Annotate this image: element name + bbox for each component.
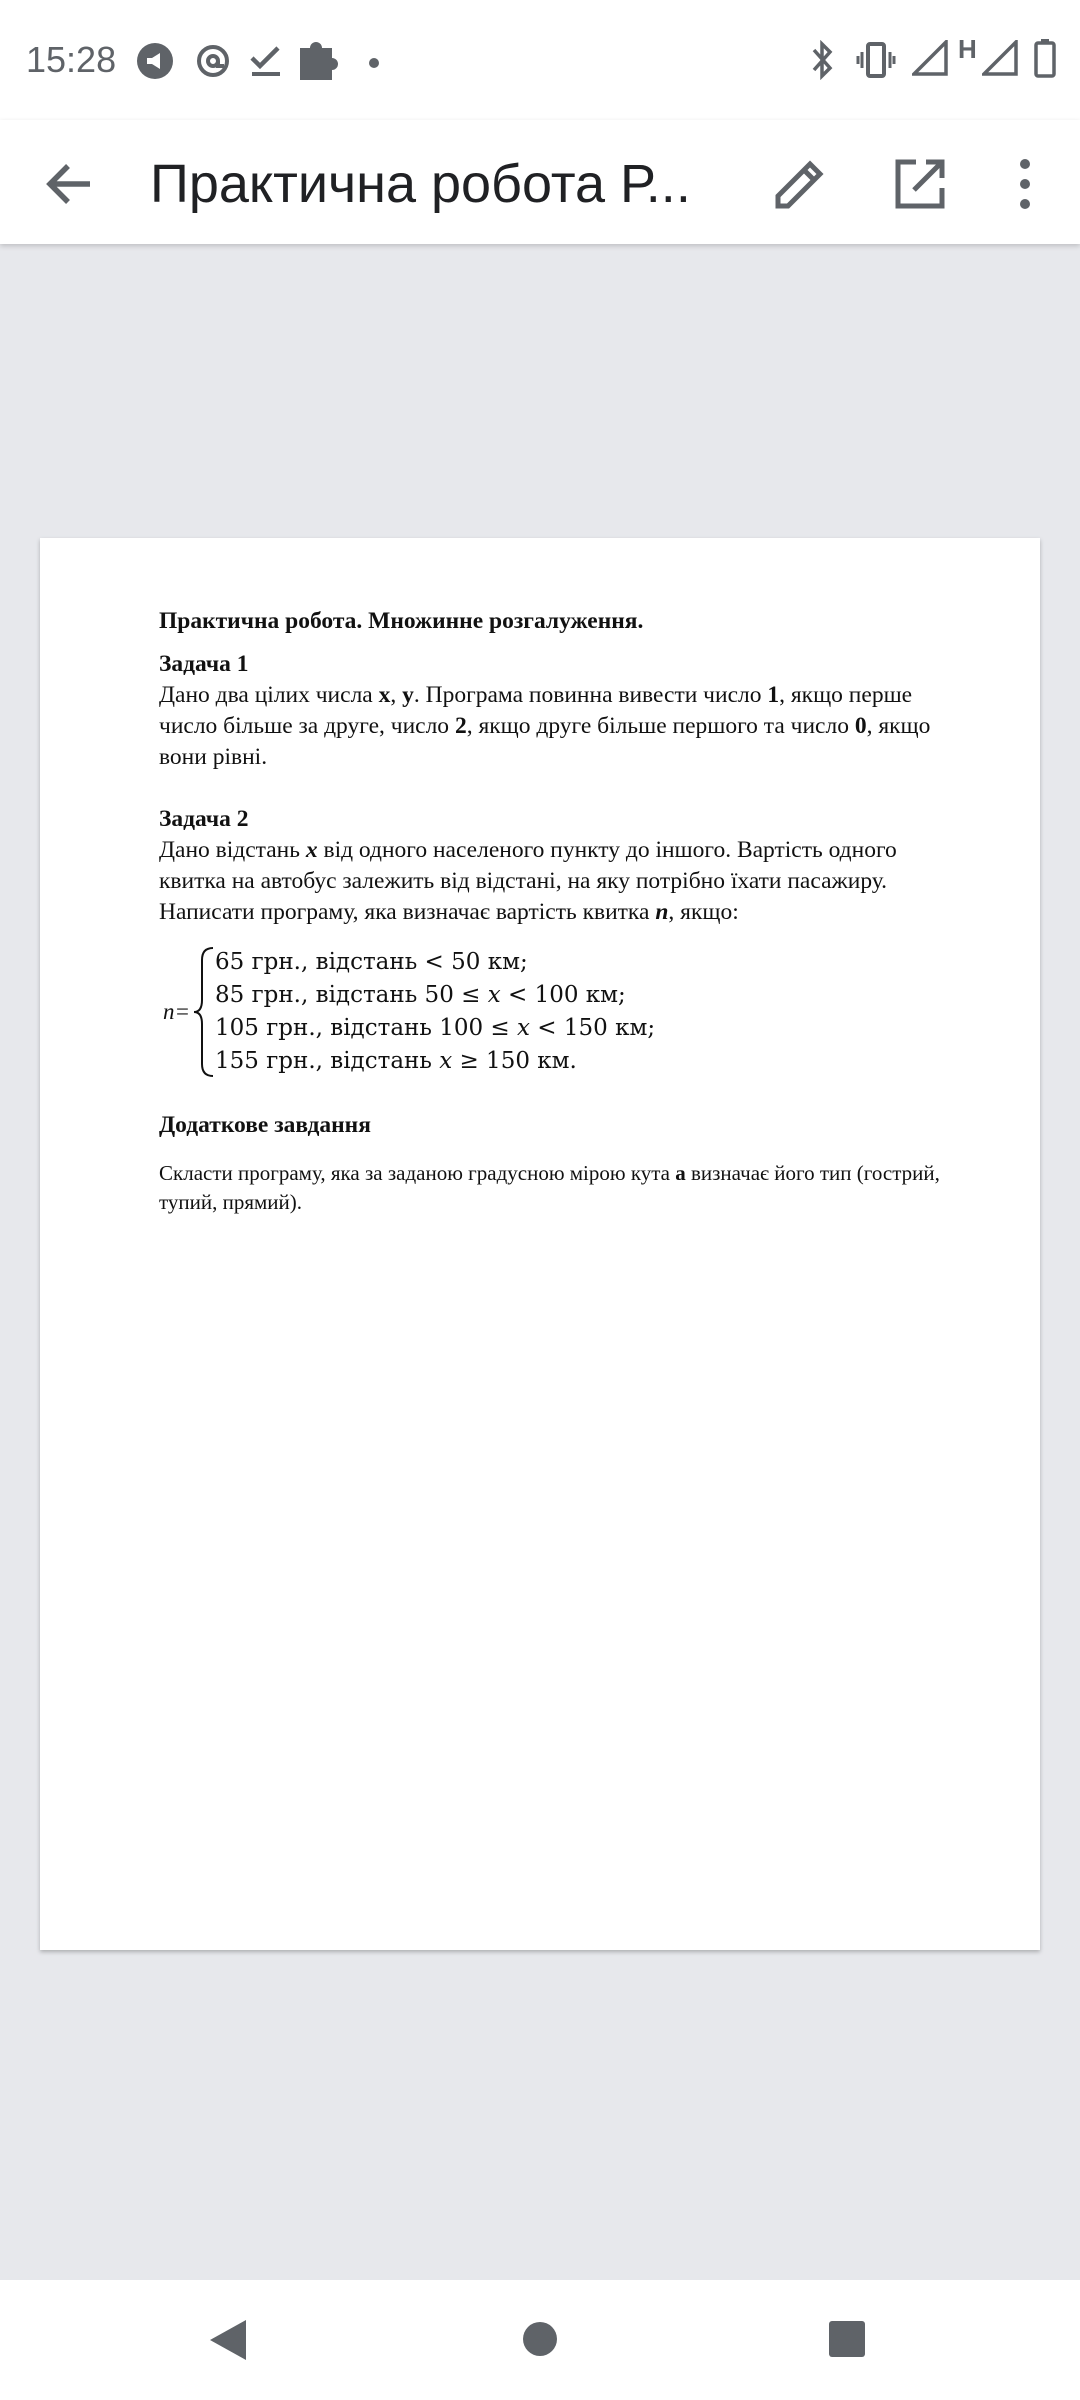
- task1-text: Дано два цілих числа х, у. Програма повинна вивести число 1, якщо перше число більше за друге, число 2, якщо друге більше першого та число 0, якщо вони рівні.: [159, 682, 931, 770]
- task2-text: Дано відстань x від одного населеного пункту до іншого. Вартість одного квитка на автобус залежить від відстані, на яку потрібно їхати пасажиру. Написати програму, яка визначає вартість квитка n, якщо:: [159, 837, 897, 925]
- battery-icon: [1034, 38, 1056, 82]
- arrow-back-icon: [30, 144, 110, 224]
- document-title: Практична робота Р...: [150, 154, 691, 214]
- nav-home-icon[interactable]: [521, 2320, 559, 2362]
- edit-button[interactable]: [760, 144, 840, 224]
- formula-case-4: 155 грн., відстань 𝑥 ≥ 150 км.: [215, 1048, 577, 1074]
- app-bar: [0, 120, 1080, 244]
- navigation-bar: [0, 2280, 1080, 2400]
- nav-recents-icon[interactable]: [828, 2320, 866, 2362]
- vibrate-icon: [856, 42, 896, 82]
- task2-title: Задача 2: [159, 806, 249, 832]
- open-external-button[interactable]: [880, 144, 960, 224]
- extra-text: Скласти програму, яка за заданою градусною мірою кута а визначає його тип (гострий, тупий, прямий).: [159, 1161, 940, 1214]
- extra-title: Додаткове завдання: [159, 1112, 371, 1138]
- nav-back-icon[interactable]: [206, 2318, 250, 2366]
- document-page: [40, 538, 1040, 1950]
- task1-title: Задача 1: [159, 651, 249, 677]
- bluetooth-icon: [806, 40, 838, 84]
- formula-case-3: 105 грн., відстань 100 ≤ 𝑥 < 150 км;: [215, 1015, 656, 1041]
- back-button[interactable]: [30, 144, 110, 224]
- status-bar: [0, 0, 1080, 120]
- pencil-icon: [760, 144, 840, 224]
- document-heading: Практична робота. Множинне розгалуження.: [159, 608, 644, 634]
- signal-icon: [912, 40, 948, 80]
- formula-case-1: 65 грн., відстань < 50 км;: [215, 949, 528, 975]
- open-external-icon: [880, 144, 960, 224]
- document-content: [159, 606, 959, 1217]
- price-formula: [159, 946, 959, 1086]
- formula-case-2: 85 грн., відстань 50 ≤ 𝑥 < 100 км;: [215, 982, 626, 1008]
- more-options-button[interactable]: [985, 144, 1065, 224]
- more-vert-icon: [985, 144, 1065, 224]
- notification-icon: [136, 42, 174, 84]
- signal-icon-2: [982, 40, 1018, 80]
- puzzle-icon: [298, 36, 342, 86]
- at-icon: [194, 42, 232, 84]
- status-time: 15:28: [26, 39, 117, 80]
- dot-icon: [368, 54, 380, 73]
- formula-lhs: n=: [163, 999, 191, 1024]
- network-type-icon: H: [958, 34, 977, 64]
- check-icon: [248, 42, 284, 84]
- brace-icon: [193, 946, 215, 1087]
